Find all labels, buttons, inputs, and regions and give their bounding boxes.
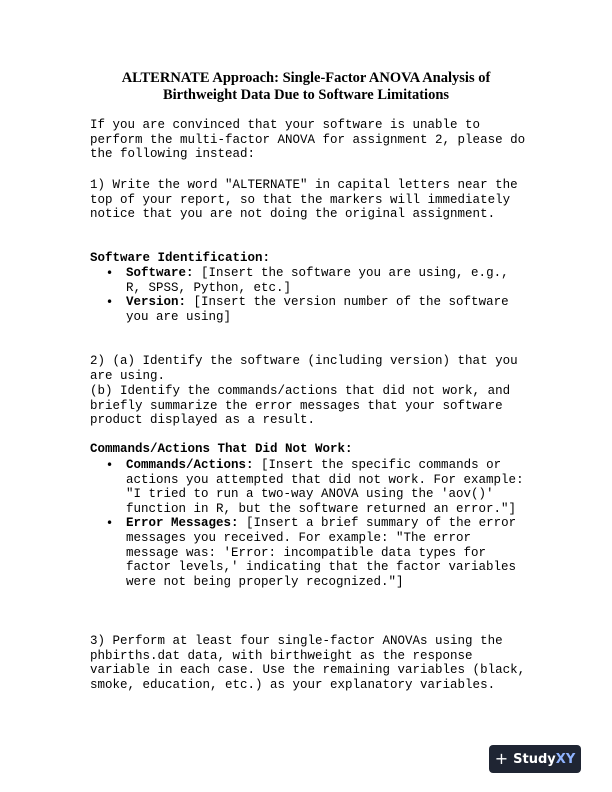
error-messages-text: [Insert a brief summary of the error messages you received. For example: "The error message was: 'Error: incompatible data types for factor levels,' indicating that the factor variables were not being properly recognized."] — [126, 516, 517, 589]
commands-actions-text: [Insert the specific commands or actions you attempted that did not work. For example: "I tried to run a two-way ANOVA using the 'aov()' function in R, but the software returned an error."] — [126, 458, 524, 516]
step-2b-paragraph: (b) Identify the commands/actions that did not work, and briefly summarize the error messages that your software product displayed as a result. — [90, 384, 511, 428]
commands-list — [90, 458, 530, 589]
software-text: [Insert the software you are using, e.g., R, SPSS, Python, etc.] — [126, 266, 509, 295]
intro-paragraph: If you are convinced that your software is unable to perform the multi-factor ANOVA for assignment 2, please do the following instead: — [90, 118, 526, 162]
studyxy-badge — [489, 745, 581, 773]
badge-brand-accent: XY — [555, 751, 576, 767]
list-item — [90, 516, 530, 589]
version-label: Version: — [126, 295, 187, 310]
plus-icon: + — [494, 749, 509, 768]
step-2a-paragraph: 2) (a) Identify the software (including version) that you are using. — [90, 354, 518, 383]
list-item — [90, 458, 530, 516]
badge-brand-main: Study — [513, 751, 556, 767]
document-title — [60, 70, 552, 104]
list-item — [90, 295, 530, 324]
software-identification-heading: Software Identification: — [90, 251, 271, 265]
commands-heading: Commands/Actions That Did Not Work: — [90, 442, 353, 456]
title-line-1: ALTERNATE Approach: Single-Factor ANOVA Analysis of — [121, 70, 491, 86]
commands-actions-label: Commands/Actions: — [126, 458, 254, 472]
step-3-paragraph: 3) Perform at least four single-factor ANOVAs using the phbirths.dat data, with birthweight as the response variable in each case. Use the remaining variables (black, smoke, education, etc.) as your explanatory variables. — [90, 634, 526, 692]
version-text: [Insert the version number of the software you are using] — [126, 295, 509, 324]
error-messages-label: Error Messages: — [126, 516, 239, 531]
badge-brand — [513, 752, 575, 767]
software-identification-list — [90, 266, 530, 324]
list-item — [90, 266, 530, 295]
title-line-2: Birthweight Data Due to Software Limitations — [162, 87, 450, 103]
step-1-paragraph: 1) Write the word "ALTERNATE" in capital letters near the top of your report, so that the markers will immediately notice that you are not doing the original assignment. — [90, 178, 518, 222]
software-label: Software: — [126, 266, 194, 280]
